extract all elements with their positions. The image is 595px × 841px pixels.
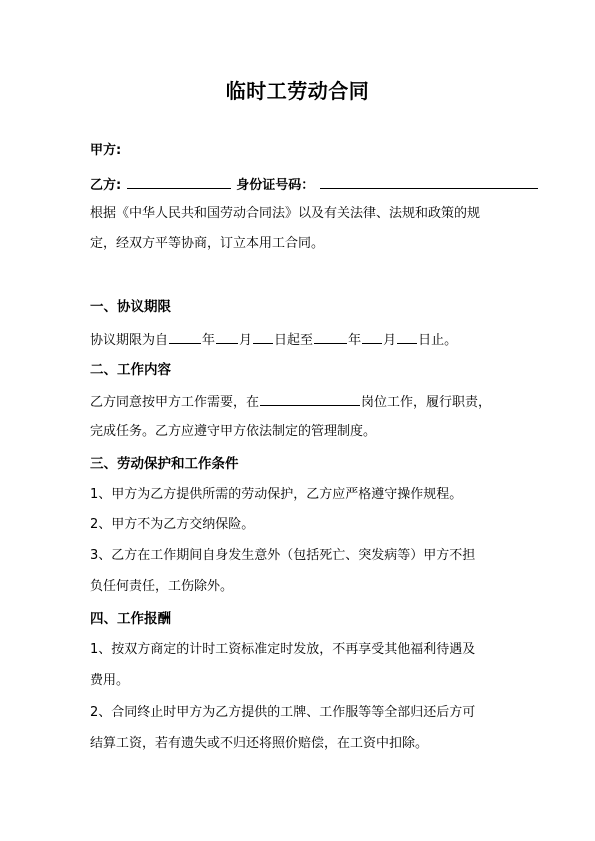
protection-item-1: 1、甲方为乙方提供所需的劳动保护，乙方应严格遵守操作规程。 — [90, 487, 463, 502]
id-number-blank[interactable] — [320, 174, 538, 189]
party-b-line — [90, 174, 539, 195]
protection-item-2: 2、甲方不为乙方交纳保险。 — [90, 517, 255, 532]
start-day-blank[interactable] — [253, 329, 273, 344]
term-line — [90, 329, 457, 350]
end-month-blank[interactable] — [362, 329, 382, 344]
party-a-line — [90, 142, 121, 160]
section-1-heading: 一、协议期限 — [90, 299, 171, 315]
pay-item-2-line-2: 结算工资，若有遗失或不归还将照价赔偿，在工资中扣除。 — [90, 736, 429, 751]
start-month-label: 月 — [239, 333, 253, 348]
intro-line-1: 根据《中华人民共和国劳动合同法》以及有关法律、法规和政策的规 — [90, 206, 481, 221]
work-content-line-1 — [90, 391, 491, 412]
page-title: 临时工劳动合同 — [225, 79, 370, 103]
pay-item-1-line-2: 费用。 — [90, 673, 130, 688]
party-b-name-blank[interactable] — [127, 174, 231, 189]
term-prefix: 协议期限为自 — [90, 333, 169, 348]
intro-line-2: 定，经双方平等协商，订立本用工合同。 — [90, 236, 325, 251]
pay-item-1-line-1: 1、按双方商定的计时工资标准定时发放，不再享受其他福利待遇及 — [90, 642, 476, 657]
term-from-label: 日起至 — [274, 333, 314, 348]
position-blank[interactable] — [260, 391, 360, 406]
start-month-blank[interactable] — [216, 329, 238, 344]
work-content-suffix: 岗位工作，履行职责， — [361, 395, 492, 410]
end-month-label: 月 — [383, 333, 397, 348]
section-3-heading: 三、劳动保护和工作条件 — [90, 456, 239, 472]
end-year-blank[interactable] — [314, 329, 347, 344]
end-day-blank[interactable] — [397, 329, 417, 344]
work-content-line-2: 完成任务。乙方应遵守甲方依法制定的管理制度。 — [90, 424, 377, 439]
work-content-prefix: 乙方同意按甲方工作需要，在 — [90, 395, 260, 410]
section-4-heading: 四、工作报酬 — [90, 611, 171, 627]
start-year-label: 年 — [202, 333, 216, 348]
party-b-label: 乙方: — [90, 178, 122, 193]
protection-item-3-line-2: 负任何责任，工伤除外。 — [90, 579, 234, 594]
start-year-blank[interactable] — [169, 329, 201, 344]
end-year-label: 年 — [348, 333, 362, 348]
protection-item-3-line-1: 3、乙方在工作期间自身发生意外（包括死亡、突发病等）甲方不担 — [90, 548, 476, 563]
term-until-label: 日止。 — [418, 333, 458, 348]
section-2-heading: 二、工作内容 — [90, 362, 171, 378]
party-a-label: 甲方: — [90, 143, 122, 158]
pay-item-2-line-1: 2、合同终止时甲方为乙方提供的工牌、工作服等等全部归还后方可 — [90, 705, 476, 720]
id-number-label: 身份证号码： — [236, 178, 315, 193]
